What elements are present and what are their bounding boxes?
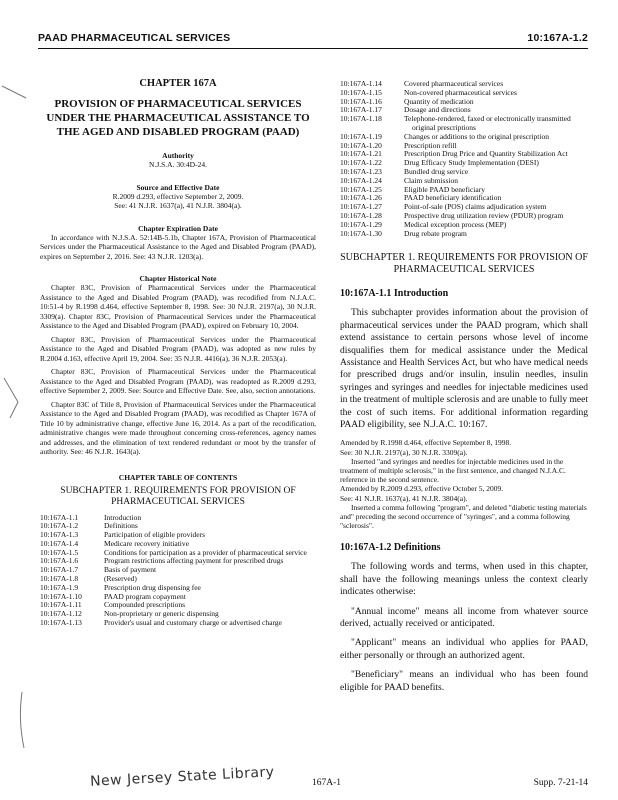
toc-number: 10:167A-1.30 [340, 228, 382, 238]
toc-number: 10:167A-1.28 [340, 210, 382, 220]
toc-title: PAAD program copayment [104, 591, 186, 601]
toc-title: Bundled drug service [404, 166, 469, 176]
amendment-line: Inserted a comma following "program", and deleted "diabetic testing materials and" preceding the second occurrence of "syringes", and a comma following "sclerosis". [340, 502, 587, 531]
toc-number: 10:167A-1.6 [40, 556, 79, 566]
toc-row [40, 514, 316, 523]
toc-number: 10:167A-1.25 [340, 184, 382, 194]
toc-number: 10:167A-1.12 [40, 609, 82, 619]
toc-title: Prescription refill [404, 140, 457, 150]
amendment-line: Amended by R.2009 d.293, effective October 5, 2009. [340, 484, 504, 494]
toc-row [40, 619, 316, 628]
scan-mark-bottom [14, 690, 34, 750]
toc-number: 10:167A-1.9 [40, 582, 79, 592]
toc-title: Participation of eligible providers [104, 530, 206, 540]
section-2-body: The following words and terms, when used in this chapter, shall have the following meanings unless the context clearly indicates otherwise: [340, 562, 588, 598]
section-1-body: This subchapter provides information about the provision of pharmaceutical services under the PAAD program, which shall extend assistance to certain persons whose level of income disqualifies them for medical assistance under the Medical Assistance and Health Services Act, but who have medical needs for prescribed drugs and/or insulin, insulin needles, insulin syringes and syringes and needles for injectable medicines used in the treatment of multiple sclerosis and are unable to fully meet the cost of such items. For additional information regarding PAAD eligibility, see N.J.A.C. 10:167. [340, 308, 588, 430]
toc-number: 10:167A-1.5 [40, 547, 79, 557]
toc-number: 10:167A-1.13 [40, 618, 82, 628]
toc-number: 10:167A-1.29 [340, 219, 382, 229]
toc-title: Provider's usual and customary charge or advertised charge [104, 618, 282, 628]
toc-title: Changes or additions to the original prescription [404, 131, 549, 141]
toc-title: Quantity of medication [404, 96, 474, 106]
toc-number: 10:167A-1.2 [40, 521, 79, 531]
definition-applicant: "Applicant" means an individual who applies for PAAD, either personally or through an authorized agent. [340, 638, 588, 661]
chapter-title: PROVISION OF PHARMACEUTICAL SERVICES UNDER THE PHARMACEUTICAL ASSISTANCE TO THE AGED AND DISABLED PROGRAM (PAAD) [46, 98, 310, 138]
toc-row [340, 230, 588, 239]
toc-number: 10:167A-1.8 [40, 574, 79, 584]
amendment-line: Inserted "and syringes and needles for injectable medicines used in the treatment of multiple sclerosis," in the first sentence, and changed N.J.A.C. reference in the second sentence. [340, 456, 566, 485]
toc-title: Medicare recovery initiative [104, 538, 189, 548]
history-note-3: Chapter 83C, Provision of Pharmaceutical Services under the Pharmaceutical Assistance to the Aged and Disabled Program (PAAD), was readopted as R.2009 d.293, effective September 2, 2009. See: Source and Effective Date. See, also, section annotations. [40, 367, 316, 395]
toc-number: 10:167A-1.17 [340, 105, 382, 115]
toc-number: 10:167A-1.24 [340, 175, 382, 185]
toc-title: Non-covered pharmaceutical services [404, 87, 517, 97]
amendment-line: See: 41 N.J.R. 1637(a), 41 N.J.R. 3804(a). [340, 493, 468, 503]
section-1-heading: 10:167A-1.1 Introduction [340, 288, 449, 300]
toc-title: (Reserved) [104, 574, 137, 584]
toc-title: Prospective drug utilization review (PDUR) program [404, 210, 564, 220]
toc-title: PAAD beneficiary identification [404, 193, 502, 203]
toc-number: 10:167A-1.23 [340, 166, 382, 176]
toc-title: Introduction [104, 512, 142, 522]
toc-title: Point-of-sale (POS) claims adjudication system [404, 202, 547, 212]
scan-mark-middle [0, 372, 30, 422]
toc-title: Covered pharmaceutical services [404, 79, 504, 88]
toc-row [40, 566, 316, 575]
toc-title: Compounded prescriptions [104, 600, 186, 610]
toc-row [40, 557, 316, 566]
toc-title: Basis of payment [104, 565, 157, 575]
history-note-2: Chapter 83C, Provision of Pharmaceutical Services under the Pharmaceutical Assistance to the Aged and Disabled Program (PAAD), was adopted as new rules by R.2004 d.163, effective April 19, 2004. See: 35 N.J.R. 4416(a), 36 N.J.R. 2053(a). [40, 334, 316, 363]
toc-number: 10:167A-1.7 [40, 565, 79, 575]
toc-number: 10:167A-1.21 [340, 149, 382, 159]
history-note-4: Chapter 83C of Title 8, Provision of Pharmaceutical Services under the Pharmaceutical Assistance to the Aged and Disabled Program (PAAD), was recodified as Chapter 167A of Title 10 by administrative change, effective June 16, 2014. As a part of the recodification, administrative changes were made throughout concerning cross-references, agency names and addresses, and the elimination of text rendered redundant or moot by the transfer of authority. See: 46 N.J.R. 1643(a). [40, 399, 316, 456]
toc-number: 10:167A-1.26 [340, 193, 382, 203]
toc-heading: CHAPTER TABLE OF CONTENTS [118, 472, 238, 482]
toc-number: 10:167A-1.14 [340, 79, 382, 88]
toc-number: 10:167A-1.1 [40, 512, 79, 522]
supplement-date: Supp. 7-21-14 [533, 778, 588, 788]
toc-title: Non-proprietary or generic dispensing [104, 609, 219, 619]
history-heading: Chapter Historical Note [139, 274, 217, 283]
toc-list-right [340, 80, 588, 238]
running-header [38, 30, 588, 49]
left-column [40, 78, 316, 628]
expiration-heading: Chapter Expiration Date [138, 223, 218, 233]
toc-title: Prescription drug dispensing fee [104, 582, 201, 592]
authority-heading: Authority [162, 151, 194, 160]
definition-annual-income: "Annual income" means all income from whatever source derived, actually received or anticipated. [340, 606, 588, 630]
toc-list-left [40, 514, 316, 628]
toc-number: 10:167A-1.20 [340, 140, 382, 150]
toc-number: 10:167A-1.3 [40, 530, 79, 540]
toc-title: Prescription Drug Price and Quantity Stabilization Act [404, 149, 568, 159]
toc-title: Telephone-rendered, faxed or electronically transmitted original prescriptions [404, 114, 571, 132]
toc-number: 10:167A-1.16 [340, 96, 382, 106]
header-title: PAAD PHARMACEUTICAL SERVICES [38, 32, 231, 44]
toc-number: 10:167A-1.11 [40, 600, 82, 610]
toc-title: Definitions [104, 521, 138, 531]
right-column [340, 80, 588, 694]
amendment-line: Amended by R.1998 d.464, effective September 8, 1998. [340, 438, 512, 448]
toc-title: Conditions for participation as a provider of pharmaceutical service [104, 547, 307, 557]
library-stamp: New Jersey State Library [89, 764, 275, 790]
toc-number: 10:167A-1.15 [340, 87, 382, 97]
toc-title: Eligible PAAD beneficiary [404, 184, 485, 194]
toc-subchapter-title: SUBCHAPTER 1. REQUIREMENTS FOR PROVISION OF PHARMACEUTICAL SERVICES [60, 485, 296, 507]
toc-number: 10:167A-1.27 [340, 202, 382, 212]
toc-title: Drug rebate program [404, 228, 467, 238]
source-text-1: R.2009 d.293, effective September 2, 2009. [112, 191, 244, 201]
subchapter-title: SUBCHAPTER 1. REQUIREMENTS FOR PROVISION OF PHARMACEUTICAL SERVICES [340, 252, 588, 276]
toc-number: 10:167A-1.10 [40, 591, 82, 601]
header-section-number: 10:167A-1.2 [527, 32, 588, 44]
definition-beneficiary: "Beneficiary" means an individual who has been found eligible for PAAD benefits. [340, 670, 588, 693]
toc-title: Claim submission [404, 175, 458, 185]
toc-number: 10:167A-1.18 [340, 114, 382, 124]
history-note-1: Chapter 83C, Provision of Pharmaceutical Services under the Pharmaceutical Assistance to the Aged and Disabled Program (PAAD), was recodified from N.J.A.C. 10:51-4 by R.1998 d.464, effective September 8, 1998. See: 30 N.J.R. 2197(a), 30 N.J.R. 3309(a). Chapter 83C, Provision of Pharmaceutical Services under the Pharmaceutical Assistance to the Aged and Disabled Program (PAAD), expired on February 10, 2004. [40, 283, 316, 330]
expiration-text: In accordance with N.J.S.A. 52:14B-5.1b, Chapter 167A, Provision of Pharmaceutical Services under the Pharmaceutical Assistance to the Aged and Disabled Program (PAAD), expires on September 2, 2016. See: 43 N.J.R. 1203(a). [40, 232, 316, 261]
toc-title: Medical exception process (MEP) [404, 219, 507, 229]
toc-title: Dosage and directions [404, 105, 471, 115]
source-heading: Source and Effective Date [136, 182, 220, 192]
section-1-amendments [340, 438, 588, 530]
amendment-line: See: 30 N.J.R. 2197(a), 30 N.J.R. 3309(a). [340, 447, 468, 457]
toc-title: Program restrictions affecting payment for prescribed drugs [104, 556, 284, 566]
chapter-number: CHAPTER 167A [139, 78, 217, 89]
authority-text: N.J.S.A. 30:4D-24. [149, 160, 207, 169]
scan-mark-top [0, 82, 30, 102]
toc-number: 10:167A-1.19 [340, 131, 382, 141]
toc-number: 10:167A-1.4 [40, 538, 79, 548]
toc-number: 10:167A-1.22 [340, 158, 382, 168]
section-2-heading: 10:167A-1.2 Definitions [340, 542, 441, 554]
toc-row [340, 115, 588, 133]
page-number: 167A-1 [312, 778, 342, 788]
source-text-2: See: 41 N.J.R. 1637(a), 41 N.J.R. 3804(a). [114, 201, 242, 210]
toc-title: Drug Efficacy Study Implementation (DESI) [404, 158, 539, 168]
